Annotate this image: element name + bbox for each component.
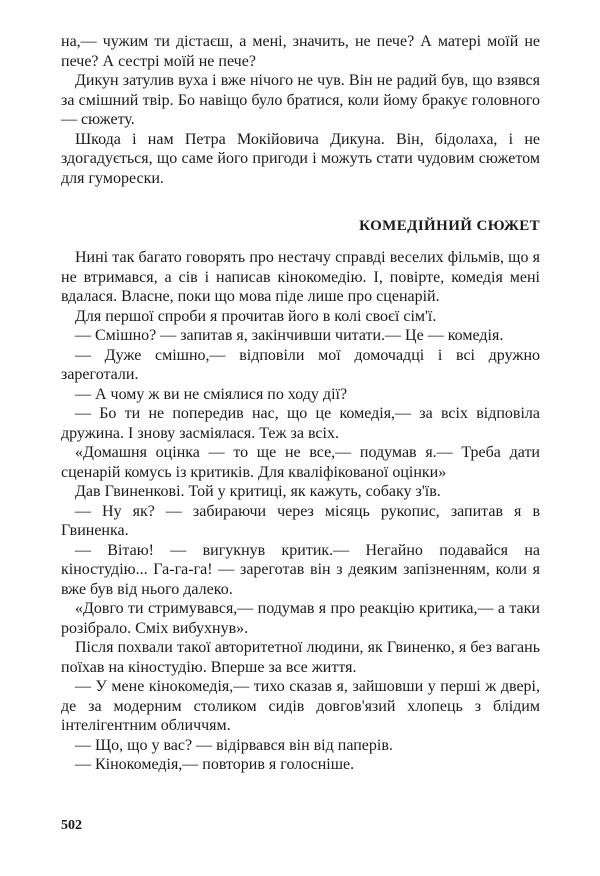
paragraph: — У мене кінокомедія,— тихо сказав я, зайшовши у перші ж двері, де за модерним столиком сидів довгов'язий хлопець з блідим інтелігентним обличчям. <box>61 678 540 734</box>
paragraph: на,— чужим ти дістаєш, а мені, значить, не пече? А матері моїй не пече? А сестрі моїй не пече? <box>61 33 540 70</box>
page-body <box>61 32 540 775</box>
paragraph: Після похвали такої авторитетної людини, як Гвиненко, я без вагань поїхав на кіностудію. Вперше за все життя. <box>61 639 540 676</box>
page-number: 502 <box>61 818 82 833</box>
section-title: КОМЕДІЙНИЙ СЮЖЕТ <box>359 218 540 234</box>
paragraph: Дав Гвиненкові. Той у критиці, як кажуть, собаку з'їв. <box>75 483 441 500</box>
paragraph: — Вітаю! — вигукнув критик.— Негайно подавайся на кіностудію... Га-га-га! — зареготав він з деяким запізненням, коли я вже був від нього далеко. <box>61 541 540 598</box>
paragraph: — Дуже смішно,— відповіли мої домочадці і всі дружно зареготали. <box>61 346 540 383</box>
paragraph: Нині так багато говорять про нестачу справді веселих фільмів, що я не втримався, а сів і написав кінокомедію. І, повірте, комедія мені вдалася. Власне, поки що мова піде лише про сценарій. <box>61 249 540 305</box>
paragraph: Шкода і нам Петра Мокійовича Дикуна. Він, бідолаха, і не здогадується, що саме його пригоди і можуть стати чудовим сюжетом для гуморески. <box>61 130 540 187</box>
paragraph: — Кінокомедія,— повторив я голосніше. <box>75 756 355 773</box>
paragraph: Дикун затулив вуха і вже нічого не чув. Він не радий був, що взявся за смішний твір. Бо навіщо було братися, коли йому бракує головного — сюжету. <box>61 72 540 128</box>
paragraph: — Бо ти не попередив нас, що це комедія,— за всіх відповіла дружина. І знову засміялася. Теж за всіх. <box>61 405 540 442</box>
paragraph: — А чому ж ви не сміялися по ходу дії? <box>75 385 348 403</box>
paragraph: Для першої спроби я прочитав його в колі своєї сім'ї. <box>75 307 437 325</box>
paragraph: — Смішно? — запитав я, закінчивши читати.— Це — комедія. <box>75 327 504 344</box>
paragraph: «Довго ти стримувався,— подумав я про реакцію критика,— а таки розібрало. Сміх вибухнув». <box>61 600 540 637</box>
paragraph: — Що, що у вас? — відірвався він від паперів. <box>75 736 393 754</box>
paragraph: — Ну як? — забираючи через місяць рукопис, запитав я в Гвиненка. <box>61 502 540 539</box>
paragraph: «Домашня оцінка — то ще не все,— подумав я.— Треба дати сценарій комусь із критиків. Для кваліфікованої оцінки» <box>61 444 540 481</box>
